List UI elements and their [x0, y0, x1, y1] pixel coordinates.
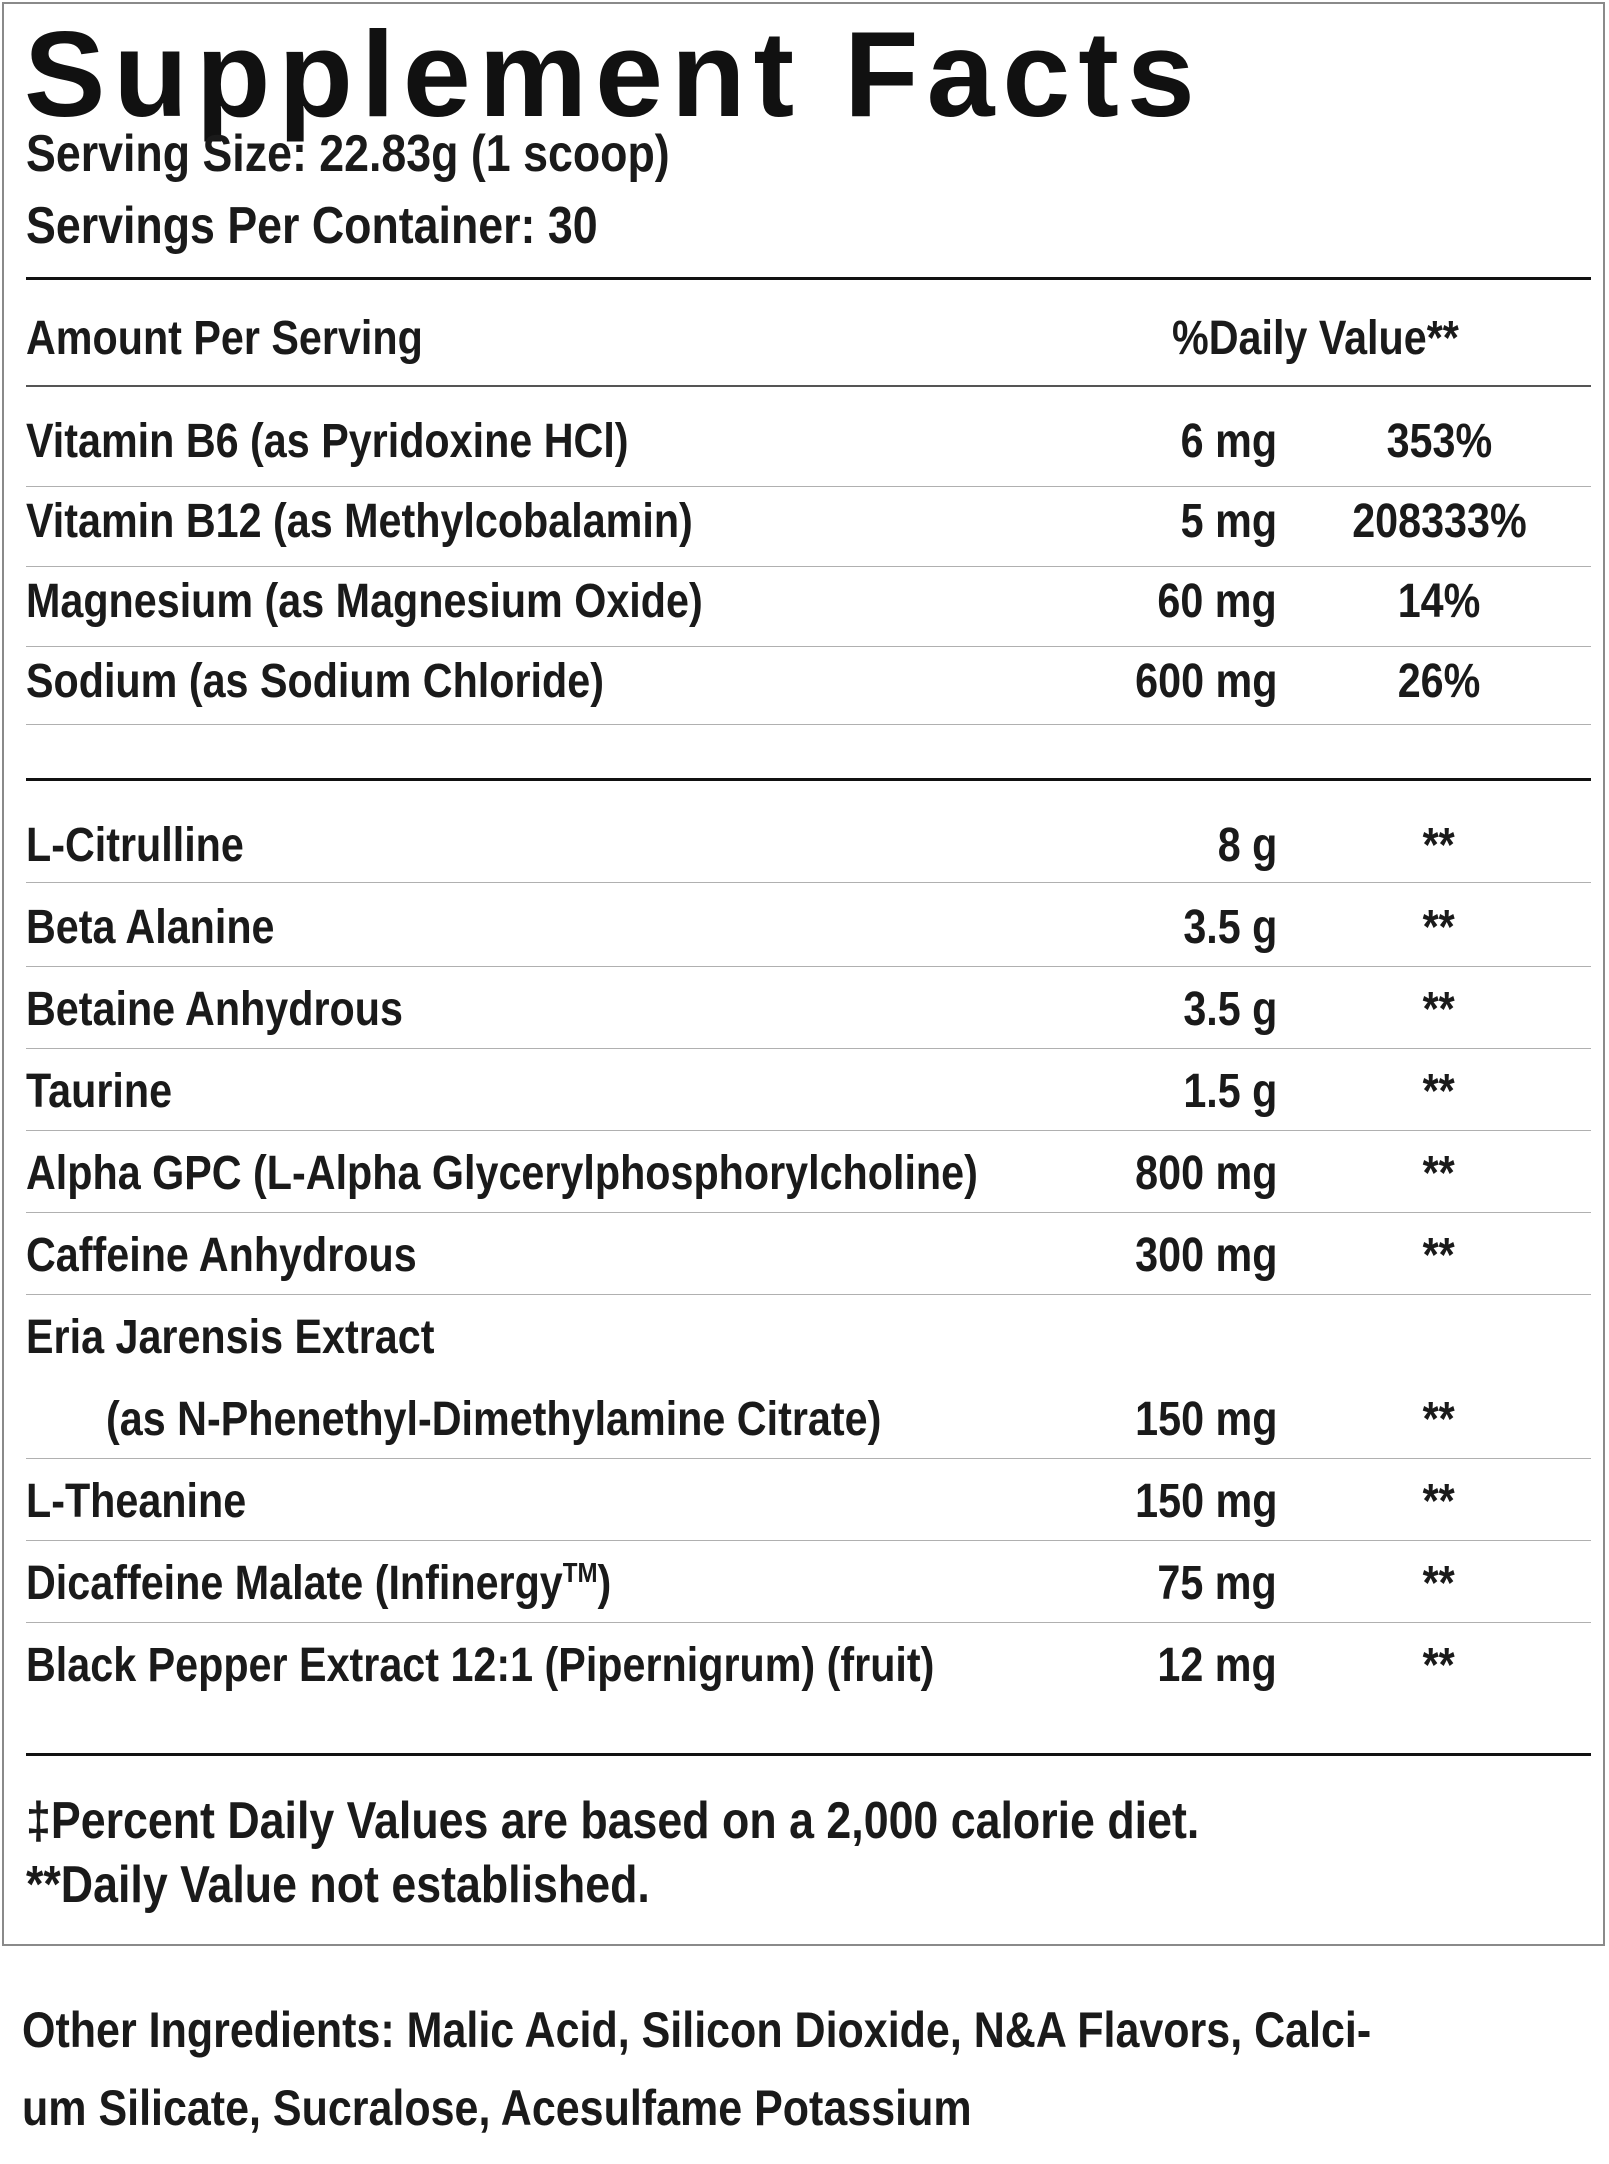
ingredient-amount: 8 g	[1217, 819, 1277, 872]
ingredient-name: L-Theanine	[26, 1475, 247, 1528]
ingredient-daily-value: **	[1422, 1557, 1456, 1610]
ingredient-name: Betaine Anhydrous	[26, 983, 403, 1036]
row-divider	[26, 1294, 1591, 1295]
ingredient-name: Alpha GPC (L-Alpha Glycerylphosphorylcholine)	[26, 1147, 978, 1200]
ingredient-amount: 800 mg	[1134, 1147, 1277, 1200]
table-row	[4, 642, 1604, 722]
nutrient-name: Magnesium (as Magnesium Oxide)	[26, 575, 703, 628]
ingredient-daily-value: **	[1422, 983, 1456, 1036]
nutrient-name: Vitamin B6 (as Pyridoxine HCl)	[26, 415, 629, 468]
ingredient-amount: 3.5 g	[1182, 983, 1277, 1036]
ingredient-amount: 3.5 g	[1182, 901, 1277, 954]
table-row	[4, 482, 1604, 562]
ingredient-amount: 12 mg	[1157, 1639, 1277, 1692]
other-ingredients-line-1: Other Ingredients: Malic Acid, Silicon Dioxide, N&A Flavors, Calci-	[22, 2002, 1372, 2058]
ingredient-subname: (as N-Phenethyl-Dimethylamine Citrate)	[106, 1393, 882, 1446]
row-divider	[26, 1130, 1591, 1131]
table-row	[4, 1462, 1604, 1542]
ingredient-name: L-Citrulline	[26, 819, 244, 872]
panel-title: Supplement Facts	[24, 6, 1203, 142]
table-row	[4, 1216, 1604, 1296]
ingredient-daily-value: **	[1422, 1147, 1456, 1200]
ingredient-name: Black Pepper Extract 12:1 (Pipernigrum) (fruit)	[26, 1639, 935, 1692]
nutrient-amount: 6 mg	[1180, 415, 1277, 468]
row-divider	[26, 1622, 1591, 1623]
amount-per-serving-header: Amount Per Serving	[26, 312, 423, 365]
table-row	[4, 1298, 1604, 1378]
ingredient-name: Eria Jarensis Extract	[26, 1311, 435, 1364]
nutrient-amount: 600 mg	[1134, 655, 1277, 708]
table-row	[4, 1134, 1604, 1214]
ingredient-daily-value: **	[1422, 1639, 1456, 1692]
table-row	[4, 1626, 1604, 1706]
row-divider	[26, 724, 1591, 725]
ingredient-daily-value: **	[1422, 819, 1456, 872]
nutrient-daily-value: 26%	[1397, 655, 1481, 708]
ingredient-name: Caffeine Anhydrous	[26, 1229, 417, 1282]
nutrient-amount: 60 mg	[1157, 575, 1277, 628]
row-divider	[26, 882, 1591, 883]
divider	[26, 1753, 1591, 1756]
ingredient-daily-value: **	[1422, 1475, 1456, 1528]
ingredient-amount: 1.5 g	[1182, 1065, 1277, 1118]
supplement-facts-panel	[2, 2, 1605, 1946]
table-row	[4, 1052, 1604, 1132]
ingredient-daily-value: **	[1422, 1065, 1456, 1118]
ingredient-daily-value: **	[1422, 1229, 1456, 1282]
ingredient-amount: 150 mg	[1134, 1475, 1277, 1528]
nutrient-name: Sodium (as Sodium Chloride)	[26, 655, 604, 708]
table-row	[4, 562, 1604, 642]
row-divider	[26, 1048, 1591, 1049]
ingredient-name: Beta Alanine	[26, 901, 275, 954]
table-row	[4, 1544, 1604, 1624]
ingredient-name: Taurine	[26, 1065, 173, 1118]
percent-daily-footnote: ‡Percent Daily Values are based on a 2,000 calorie diet.	[26, 1792, 1200, 1850]
servings-per-container: Servings Per Container: 30	[26, 197, 598, 255]
table-row	[4, 402, 1604, 482]
ingredient-amount: 300 mg	[1134, 1229, 1277, 1282]
divider	[26, 277, 1591, 280]
ingredient-daily-value: **	[1422, 901, 1456, 954]
other-ingredients-line-2: um Silicate, Sucralose, Acesulfame Potassium	[22, 2080, 972, 2136]
table-row	[4, 970, 1604, 1050]
ingredient-amount: 150 mg	[1134, 1393, 1277, 1446]
table-row	[4, 1380, 1604, 1460]
ingredient-name: Dicaffeine Malate (Infinergy™)	[26, 1557, 612, 1610]
ingredient-amount: 75 mg	[1157, 1557, 1277, 1610]
row-divider	[26, 1458, 1591, 1459]
table-row	[4, 888, 1604, 968]
nutrient-name: Vitamin B12 (as Methylcobalamin)	[26, 495, 693, 548]
table-row	[4, 806, 1604, 886]
trademark-mark: TM	[562, 1557, 598, 1588]
divider	[26, 778, 1591, 781]
divider	[26, 385, 1591, 387]
daily-value-header: %Daily Value**	[1172, 312, 1459, 365]
ingredient-daily-value: **	[1422, 1393, 1456, 1446]
serving-size: Serving Size: 22.83g (1 scoop)	[26, 125, 670, 183]
nutrient-daily-value: 353%	[1386, 415, 1492, 468]
nutrient-daily-value: 14%	[1397, 575, 1481, 628]
nutrient-amount: 5 mg	[1180, 495, 1277, 548]
row-divider	[26, 1540, 1591, 1541]
row-divider	[26, 1212, 1591, 1213]
row-divider	[26, 966, 1591, 967]
nutrient-daily-value: 208333%	[1351, 495, 1527, 548]
daily-value-footnote: **Daily Value not established.	[26, 1856, 650, 1914]
